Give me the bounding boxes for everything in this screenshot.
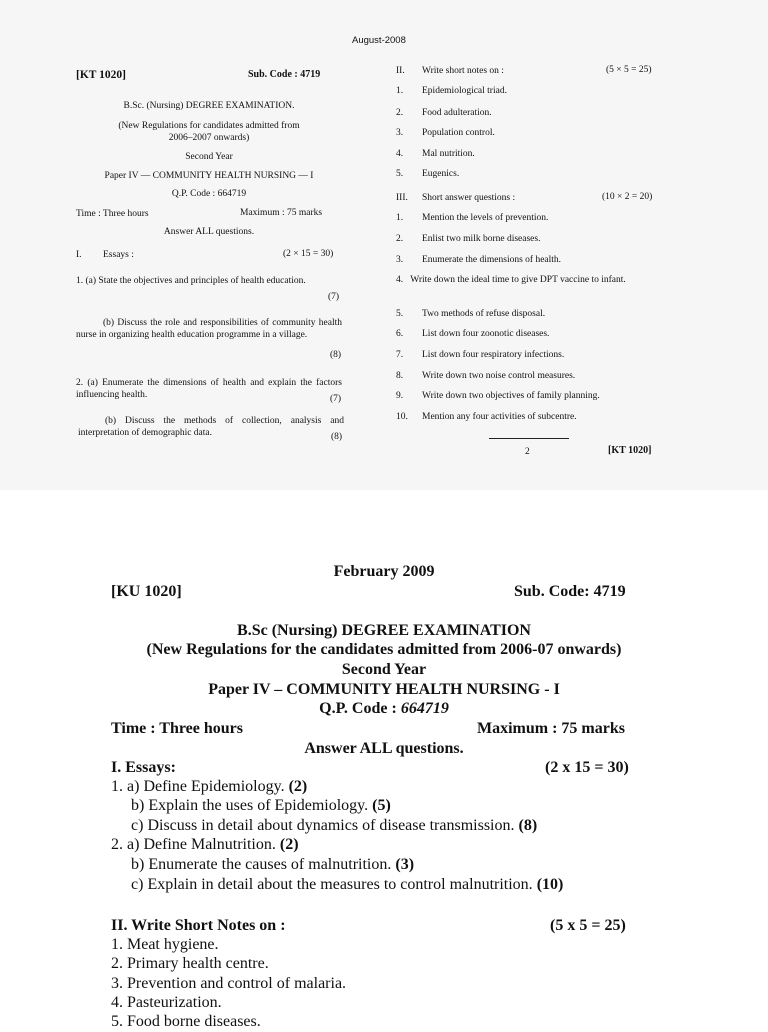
regulations-line-2: 2006–2007 onwards) <box>168 133 250 143</box>
question-text: Explain in detail about the measures to control malnutrition. <box>147 876 537 893</box>
question-2b: (b) Discuss the methods of collection, analysis and interpretation of demographic data. <box>78 416 344 438</box>
question-marks: (8) <box>518 817 538 834</box>
list-item: Eugenics. <box>422 169 460 179</box>
essay-question-2a <box>111 835 299 855</box>
year-label: Second Year <box>341 661 427 678</box>
question-prefix: 1. a) <box>111 778 144 795</box>
list-item-number: 5. <box>396 169 404 179</box>
list-item: Write down two noise control measures. <box>422 371 576 381</box>
question-text: Define Epidemiology. <box>143 778 289 795</box>
list-item-number: 5. <box>396 309 404 319</box>
question-marks: (2) <box>288 778 308 795</box>
section-number: II. <box>396 66 405 76</box>
question-marks: (5) <box>372 797 391 814</box>
question-prefix: b) <box>131 856 149 873</box>
essays-label: Essays : <box>103 250 134 260</box>
regulations-line-1: (New Regulations for candidates admitted from <box>118 121 300 131</box>
essay-question-2c <box>131 875 563 895</box>
question-2b-marks: (8) <box>331 432 343 442</box>
answer-all-instruction: Answer ALL questions. <box>163 227 255 237</box>
list-item: Enlist two milk borne diseases. <box>422 234 541 244</box>
qp-code-value: 664719 <box>400 700 449 717</box>
list-item-number: 1. <box>396 86 404 96</box>
list-item: 2. Primary health centre. <box>111 955 269 972</box>
list-item-number: 7. <box>396 350 404 360</box>
qp-code-label: Q.P. Code : <box>319 700 401 717</box>
short-notes-label: II. Write Short Notes on : <box>111 917 286 934</box>
question-2a-marks: (7) <box>330 394 342 404</box>
year-label: Second Year <box>185 152 233 162</box>
list-item: Mal nutrition. <box>422 149 475 159</box>
list-item: Mention the levels of prevention. <box>422 213 549 223</box>
footer-code: [KT 1020] <box>608 445 652 456</box>
essay-question-1c <box>131 816 537 836</box>
list-item-number: 2. <box>396 234 404 244</box>
list-item: Write down two objectives of family planning. <box>422 391 600 401</box>
qp-code: Q.P. Code : 664719 <box>171 189 247 199</box>
list-item: Enumerate the dimensions of health. <box>422 255 562 265</box>
list-item: 4. Pasteurization. <box>111 994 222 1011</box>
list-item <box>396 274 664 286</box>
list-item-number: 3. <box>396 255 404 265</box>
maximum-marks: Maximum : 75 marks <box>240 208 323 218</box>
list-item-number: 6. <box>396 329 404 339</box>
short-answers-marks: (10 × 2 = 20) <box>602 192 653 202</box>
question-prefix: b) <box>131 797 149 814</box>
list-item-number: 4. <box>396 149 404 159</box>
exam-date: February 2009 <box>333 563 435 580</box>
exam-date: August-2008 <box>352 35 406 46</box>
list-item: List down four zoonotic diseases. <box>422 329 550 339</box>
section-number: III. <box>396 193 408 203</box>
question-marks: (3) <box>395 856 415 873</box>
time-label: Time : Three hours <box>76 209 149 219</box>
time-label: Time : Three hours <box>111 720 244 737</box>
list-item-number: 10. <box>396 412 408 422</box>
question-text: Explain the uses of Epidemiology. <box>148 797 373 814</box>
question-1a-marks: (7) <box>328 292 340 302</box>
section-number: I. <box>76 250 82 260</box>
essays-marks: (2 x 15 = 30) <box>545 759 629 776</box>
list-item-number: 2. <box>396 108 404 118</box>
maximum-marks: Maximum : 75 marks <box>477 720 625 737</box>
list-item: 3. Prevention and control of malaria. <box>111 975 347 992</box>
question-marks: (10) <box>536 876 564 893</box>
list-item: Population control. <box>422 128 495 138</box>
list-item: Mention any four activities of subcentre. <box>422 412 577 422</box>
list-item: Epidemiological triad. <box>422 86 507 96</box>
degree-title: B.Sc (Nursing) DEGREE EXAMINATION <box>237 622 531 639</box>
question-marks: (2) <box>279 836 299 853</box>
question-1b: (b) Discuss the role and responsibilities of community health nurse in organizing health education programme in a village. <box>76 318 342 340</box>
question-2a: 2. (a) Enumerate the dimensions of health and explain the factors influencing health. <box>76 378 342 400</box>
sub-code: Sub. Code: 4719 <box>514 583 626 600</box>
list-item-number: 1. <box>396 213 404 223</box>
question-prefix: 2. a) <box>111 836 144 853</box>
scanned-exam-page-2008 <box>0 0 768 490</box>
exam-code: [KT 1020] <box>76 69 126 81</box>
short-answers-label: Short answer questions : <box>422 193 516 203</box>
list-item-number: 8. <box>396 371 404 381</box>
paper-title: Paper IV – COMMUNITY HEALTH NURSING - I <box>208 681 560 698</box>
answer-all-instruction: Answer ALL questions. <box>304 740 464 757</box>
list-item-text: Write down the ideal time to give DPT vaccine to infant. <box>410 275 626 285</box>
degree-title: B.Sc. (Nursing) DEGREE EXAMINATION. <box>123 101 295 111</box>
list-item: Food adulteration. <box>422 108 492 118</box>
exam-page-2009 <box>0 490 768 1030</box>
paper-title: Paper IV — COMMUNITY HEALTH NURSING — I <box>104 171 314 181</box>
regulations-line: (New Regulations for the candidates admitted from 2006-07 onwards) <box>146 641 622 658</box>
list-item: 1. Meat hygiene. <box>111 936 219 953</box>
essay-question-2b <box>131 855 414 875</box>
list-item: Two methods of refuse disposal. <box>422 309 546 319</box>
question-prefix: c) <box>131 876 148 893</box>
question-text: Define Malnutrition. <box>143 836 280 853</box>
essay-question-1b <box>131 796 391 816</box>
sub-code: Sub. Code : 4719 <box>248 69 321 80</box>
question-text: Enumerate the causes of malnutrition. <box>148 856 396 873</box>
essay-question-1a <box>111 777 307 797</box>
list-item: 5. Food borne diseases. <box>111 1013 261 1030</box>
short-notes-marks: (5 × 5 = 25) <box>606 65 652 75</box>
essays-label: I. Essays: <box>111 759 176 776</box>
question-1a: 1. (a) State the objectives and principles of health education. <box>76 276 306 286</box>
short-notes-label: Write short notes on : <box>422 66 504 76</box>
short-notes-marks: (5 x 5 = 25) <box>550 917 626 934</box>
qp-code <box>0 699 768 719</box>
list-item-number: 9. <box>396 391 404 401</box>
essays-marks: (2 × 15 = 30) <box>283 249 334 259</box>
question-prefix: c) <box>131 817 148 834</box>
question-1b-marks: (8) <box>330 350 342 360</box>
list-item-number: 3. <box>396 128 404 138</box>
question-text: Discuss in detail about dynamics of disease transmission. <box>147 817 519 834</box>
exam-code: [KU 1020] <box>111 583 182 600</box>
list-item-number: 4. <box>396 275 404 285</box>
footer-divider <box>489 438 569 439</box>
page-number: 2 <box>525 447 530 457</box>
list-item: List down four respiratory infections. <box>422 350 565 360</box>
